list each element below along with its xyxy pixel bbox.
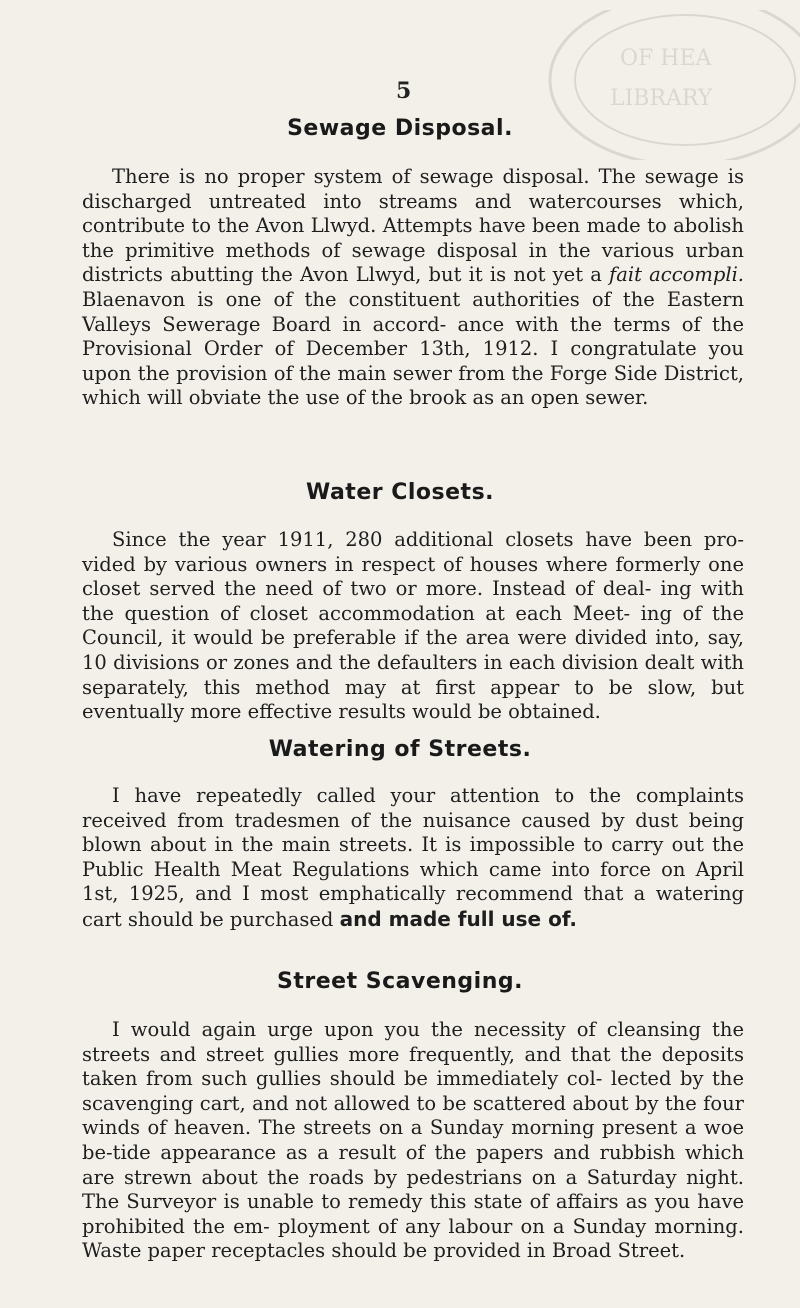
page-number: 5 bbox=[396, 78, 412, 104]
heading-street-scavenging: Street Scavenging. bbox=[277, 969, 523, 994]
svg-text:LIBRARY: LIBRARY bbox=[610, 86, 713, 111]
paragraph-water-closets: Since the year 1911, 280 additional closets have been pro- vided by various owners in respect of houses where formerly one closet served the need of two or more. Instead of deal- ing with the question of closet accommodation at each Meet- ing of the Council, it would be preferable if the area were divided into, say, 10 divisions or zones and the defaulters in each division dealt with separately, this method may at first appear to be slow, but eventually more effective results would be obtained. bbox=[82, 528, 744, 724]
svg-text:OF HEA: OF HEA bbox=[620, 46, 712, 71]
paragraph-street-scavenging: I would again urge upon you the necessity of cleansing the streets and street gullies more frequently, and that the deposits taken from such gullies should be immediately col- lected by the scavenging cart, and not allowed to be scattered about by the four winds of heaven. The streets on a Sunday morning present a woe be-tide appearance as a result of the papers and rubbish which are strewn about the roads by pedestrians on a Saturday night. The Surveyor is unable to remedy this state of affairs as you have prohibited the em- ployment of any labour on a Sunday morning. Waste paper receptacles should be provided in Broad Street. bbox=[82, 1018, 744, 1263]
heading-sewage-disposal: Sewage Disposal. bbox=[287, 116, 513, 141]
paragraph-sewage-disposal: There is no proper system of sewage disposal. The sewage is discharged untreated into streams and watercourses which, contribute to the Avon Llwyd. Attempts have been made to abolish the primitive methods of sewage disposal in the various urban districts abutting the Avon Llwyd, but it is not yet a fait accompli. Blaenavon is one of the constituent authorities of the Eastern Valleys Sewerage Board in accord- ance with the terms of the Provisional Order of December 13th, 1912. I congratulate you upon the provision of the main sewer from the Forge Side District, which will obviate the use of the brook as an open sewer. bbox=[82, 165, 745, 410]
paragraph-watering-of-streets: I have repeatedly called your attention to the complaints received from tradesmen of the nuisance caused by dust being blown about in the main streets. It is impossible to carry out the Public Health Meat Regulations which came into force on April 1st, 1925, and I most emphatically recommend that a watering cart should be purchased and made full use of. bbox=[82, 784, 744, 931]
heading-watering-of-streets: Watering of Streets. bbox=[268, 737, 532, 762]
heading-water-closets: Water Closets. bbox=[305, 480, 495, 505]
